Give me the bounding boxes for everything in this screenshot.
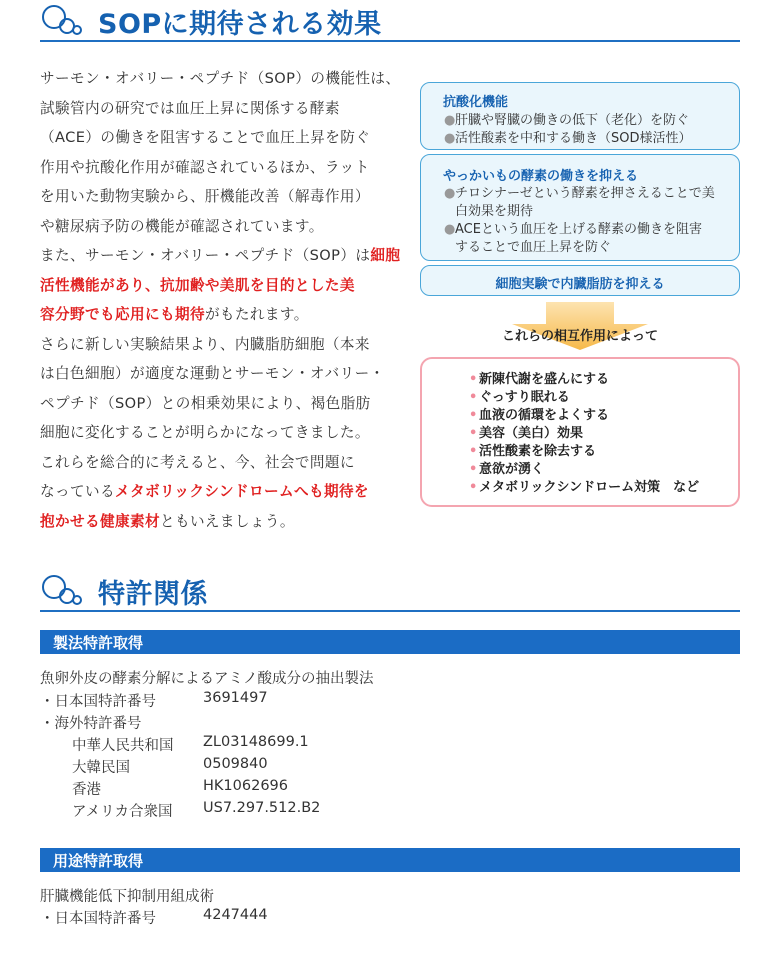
paragraph-line bbox=[40, 507, 372, 537]
body-text: 試験管内の研究では血圧上昇に関係する酵素 bbox=[40, 99, 340, 117]
sop-description bbox=[40, 64, 401, 536]
paragraph-line bbox=[40, 94, 372, 124]
body-text: サーモン・オバリー・ペプチド（SOP）の機能性は、 bbox=[40, 70, 401, 87]
result-item: • メタボリックシンドローム対策 など bbox=[469, 480, 700, 495]
body-text: また、サーモン・オバリー・ペプチド（SOP）は bbox=[40, 247, 371, 264]
list-item: ● ACEという血圧を上げる酵素の働きを阻害 bbox=[444, 222, 702, 237]
highlight-text: 細胞 bbox=[370, 247, 401, 264]
jp-patent-label: ・日本国特許番号 bbox=[40, 911, 156, 927]
paragraph-line bbox=[40, 212, 372, 242]
bubbles-icon bbox=[40, 4, 96, 38]
overseas-patent-number: HK1062696 bbox=[203, 778, 288, 794]
body-text: は白色細胞）が適度な運動とサーモン・オバリー・ bbox=[40, 365, 385, 382]
highlight-text: メタボリックシンドロームへも期待を bbox=[114, 483, 369, 500]
body-text: ペプチド（SOP）との相乗効果により、褐色脂肪 bbox=[40, 394, 371, 412]
body-text: 作用や抗酸化作用が確認されているほか、ラット bbox=[40, 158, 370, 176]
visceral-fat-title: 細胞実験で内臓脂肪を抑える bbox=[495, 277, 665, 292]
overseas-country: 大韓民国 bbox=[72, 760, 130, 776]
sop-section-heading bbox=[40, 0, 740, 42]
body-text: これらを総合的に考えると、今、社会で問題に bbox=[40, 453, 355, 471]
interaction-label: これらの相互作用によって bbox=[501, 329, 658, 344]
paragraph-line bbox=[40, 271, 372, 301]
highlight-text: 活性機能があり、抗加齢や美肌を目的とした美 bbox=[40, 276, 355, 294]
usage-description: 肝臓機能低下抑制用組成術 bbox=[40, 889, 214, 905]
bubbles-icon bbox=[40, 574, 96, 608]
patent-section-title: 特許関係 bbox=[98, 579, 208, 610]
overseas-patent-number: US7.297.512.B2 bbox=[203, 800, 321, 816]
list-item-continued: することで血圧上昇を防ぐ bbox=[455, 240, 612, 255]
jp-patent-number: 4247444 bbox=[203, 907, 268, 923]
manufacturing-description: 魚卵外皮の酵素分解によるアミノ酸成分の抽出製法 bbox=[40, 671, 374, 687]
jp-patent-number: 3691497 bbox=[203, 690, 268, 706]
body-text: を用いた動物実験から、肝機能改善（解毒作用） bbox=[40, 188, 370, 205]
manufacturing-patent-header: 製法特許取得 bbox=[40, 630, 740, 654]
paragraph-line bbox=[40, 448, 372, 478]
results-box bbox=[420, 357, 740, 507]
body-text: ともいえましょう。 bbox=[159, 512, 295, 530]
body-text: なっている bbox=[40, 483, 115, 500]
result-item: • ぐっすり眠れる bbox=[469, 390, 570, 405]
paragraph-line bbox=[40, 477, 372, 507]
result-item: • 血液の循環をよくする bbox=[469, 408, 610, 423]
paragraph-line bbox=[40, 241, 401, 271]
result-item: • 美容（美白）効果 bbox=[469, 426, 584, 441]
overseas-country: アメリカ合衆国 bbox=[72, 804, 173, 820]
body-text: や糖尿病予防の機能が確認されています。 bbox=[40, 217, 324, 235]
paragraph-line bbox=[40, 359, 385, 389]
overseas-patent-number: ZL03148699.1 bbox=[203, 734, 309, 750]
enzyme-box bbox=[420, 154, 740, 261]
paragraph-line bbox=[40, 300, 372, 330]
highlight-text: 容分野でも応用にも期待 bbox=[40, 306, 205, 323]
body-text: がもたれます。 bbox=[204, 306, 309, 323]
paragraph-line bbox=[40, 418, 372, 448]
list-item-continued: 白効果を期待 bbox=[455, 204, 534, 219]
antioxidant-box bbox=[420, 82, 740, 150]
overseas-country: 香港 bbox=[72, 782, 101, 798]
result-item: • 意欲が湧く bbox=[469, 462, 545, 477]
result-item: • 活性酸素を除去する bbox=[469, 444, 597, 459]
list-item: ● チロシナーゼという酵素を押さえることで美 bbox=[444, 186, 715, 201]
paragraph-line bbox=[40, 182, 372, 212]
paragraph-line bbox=[40, 153, 372, 183]
result-item: • 新陳代謝を盛んにする bbox=[469, 372, 610, 387]
list-item: ● 肝臓や腎臓の働きの低下（老化）を防ぐ bbox=[444, 113, 690, 128]
visceral-fat-box bbox=[420, 265, 740, 296]
antioxidant-title: 抗酸化機能 bbox=[443, 95, 509, 110]
paragraph-line bbox=[40, 123, 372, 153]
usage-patent-header: 用途特許取得 bbox=[40, 848, 740, 872]
paragraph-line bbox=[40, 389, 372, 419]
sop-section-title: SOPに期待される効果 bbox=[98, 9, 382, 40]
body-text: （ACE）の働きを阻害することで血圧上昇を防ぐ bbox=[40, 129, 371, 146]
body-text: さらに新しい実験結果より、内臓脂肪細胞（本来 bbox=[40, 335, 370, 353]
patent-section-heading bbox=[40, 570, 740, 612]
body-text: 細胞に変化することが明らかになってきました。 bbox=[40, 424, 370, 441]
list-item: ● 活性酸素を中和する働き（SOD様活性） bbox=[444, 131, 692, 146]
enzyme-title: やっかいもの酵素の働きを抑える bbox=[443, 169, 639, 184]
overseas-patent-number: 0509840 bbox=[203, 756, 268, 772]
highlight-text: 抱かせる健康素材 bbox=[40, 512, 160, 530]
paragraph-line bbox=[40, 330, 372, 360]
paragraph-line bbox=[40, 64, 401, 94]
jp-patent-label: ・日本国特許番号 bbox=[40, 694, 156, 710]
overseas-country: 中華人民共和国 bbox=[72, 738, 174, 754]
overseas-patent-label: ・海外特許番号 bbox=[40, 716, 142, 732]
